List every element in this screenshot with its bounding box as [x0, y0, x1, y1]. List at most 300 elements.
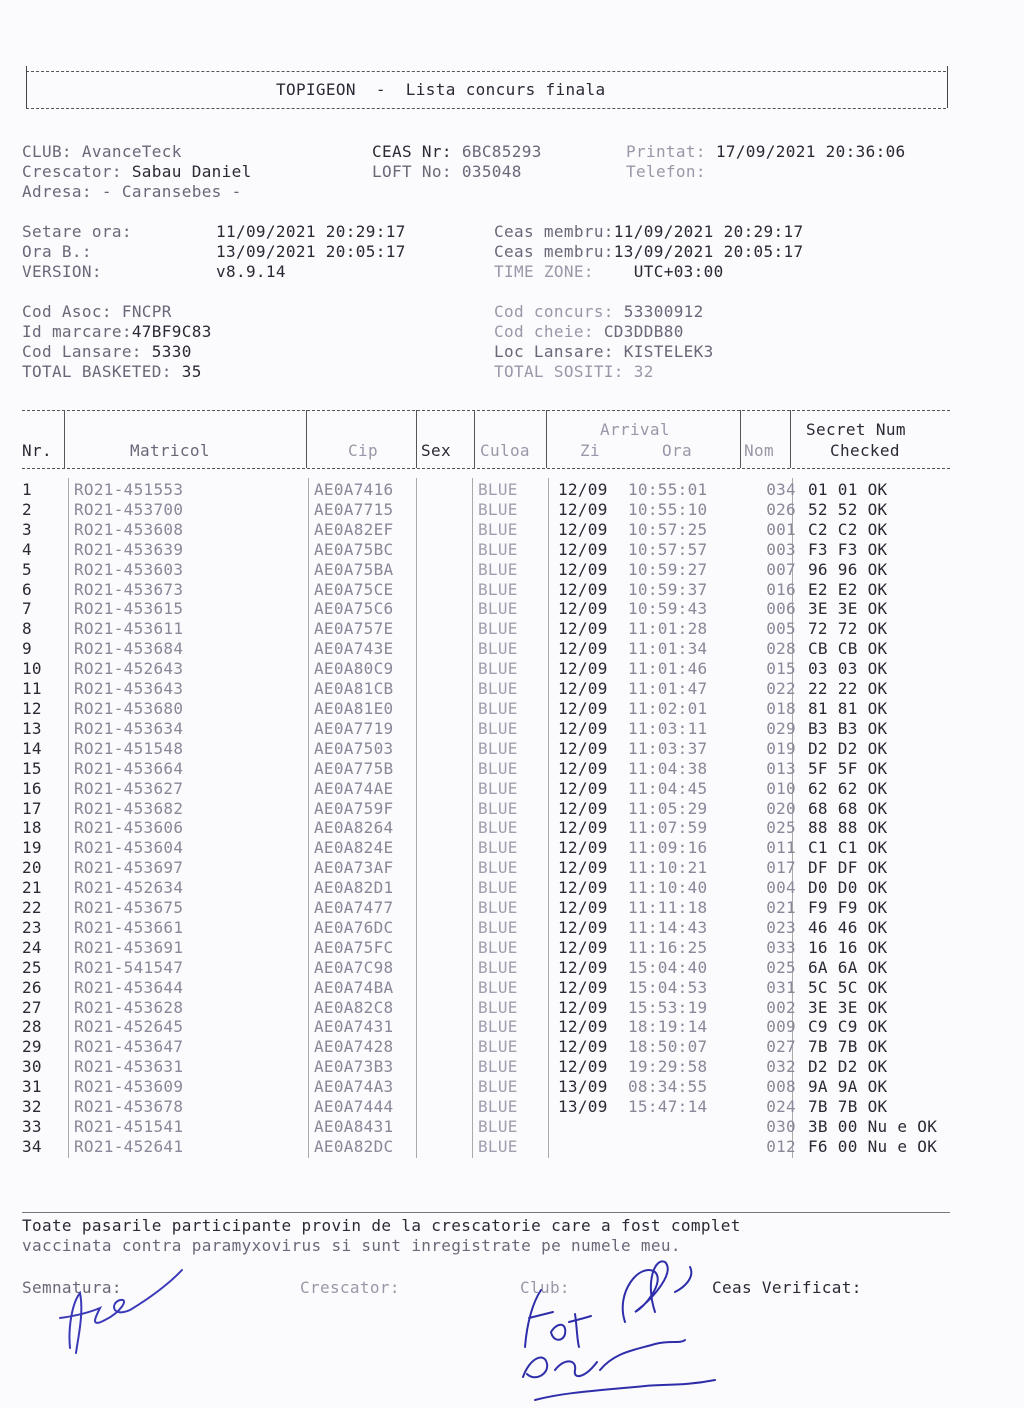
- row-ora: 10:59:37: [628, 579, 708, 599]
- row-ora: 15:04:53: [628, 977, 708, 997]
- table-row: [22, 779, 978, 799]
- row-zi: 12/09: [558, 917, 608, 937]
- row-nr: 11: [22, 679, 42, 699]
- row-sex: [422, 580, 478, 600]
- row-sex: [422, 878, 478, 898]
- row-ora: 11:04:38: [628, 758, 708, 778]
- row-sex: [422, 1117, 478, 1137]
- row-sex: [422, 1037, 478, 1057]
- declaration-line-1: Toate pasarile participante provin de la crescatorie care a fost complet: [22, 1216, 741, 1235]
- loft-row: [372, 162, 522, 182]
- row-nom: 008: [766, 1077, 796, 1097]
- row-zi: 12/09: [558, 738, 608, 758]
- row-culoare: BLUE: [478, 1117, 518, 1136]
- row-nr: 28: [22, 1017, 42, 1037]
- row-cip: AE0A81CB: [314, 679, 394, 699]
- row-cip: AE0A76DC: [314, 917, 394, 937]
- table-header-bottom-border: [22, 468, 950, 469]
- table-row: [22, 1077, 978, 1097]
- row-matricol: RO21-453680: [74, 698, 184, 718]
- row-matricol: RO21-541547: [74, 957, 184, 977]
- row-nom: 025: [766, 957, 796, 977]
- th-nr: Nr.: [22, 441, 52, 460]
- row-ora: 11:07:59: [628, 818, 708, 838]
- row-ora: 11:01:34: [628, 639, 708, 659]
- row-nom: 017: [766, 858, 796, 878]
- adresa-label: Adresa:: [22, 182, 92, 201]
- row-nom: 027: [766, 1037, 796, 1057]
- row-secret: 7B 7B OK: [808, 1037, 888, 1057]
- printat-value: 17/09/2021 20:36:06: [715, 142, 906, 161]
- row-culoare: BLUE: [478, 798, 518, 818]
- row-nom: 015: [766, 659, 796, 679]
- row-nom: 001: [766, 519, 796, 539]
- table-row: [22, 540, 978, 560]
- row-nr: 34: [22, 1136, 42, 1156]
- row-nr: 16: [22, 778, 42, 798]
- header-bottom-border: [26, 108, 946, 109]
- row-cip: AE0A7719: [314, 718, 394, 738]
- row-cip: AE0A759F: [314, 798, 394, 818]
- row-secret: D2 D2 OK: [808, 1057, 888, 1077]
- row-nom: 033: [766, 937, 796, 957]
- row-secret: 5F 5F OK: [808, 758, 888, 778]
- row-zi: 12/09: [558, 698, 608, 718]
- row-cip: AE0A7715: [314, 499, 394, 519]
- row-zi: 12/09: [558, 480, 608, 499]
- col-divider-matricol: [306, 410, 307, 468]
- row-secret: 88 88 OK: [808, 818, 888, 838]
- row-culoare: BLUE: [478, 599, 518, 619]
- row-ora: 11:02:01: [628, 698, 708, 718]
- row-cip: AE0A74AE: [314, 778, 394, 798]
- row-sex: [422, 818, 478, 838]
- header-brand: TOPIGEON: [276, 80, 356, 99]
- row-nom: 016: [766, 579, 796, 599]
- row-ora: 11:05:29: [628, 798, 708, 818]
- row-culoare: BLUE: [478, 480, 518, 499]
- crescator-row: [22, 162, 252, 182]
- row-culoare: BLUE: [478, 738, 518, 758]
- row-zi: 12/09: [558, 499, 608, 519]
- row-ora: 08:34:55: [628, 1077, 708, 1097]
- row-nr: 6: [22, 579, 32, 599]
- row-nr: 8: [22, 619, 32, 639]
- row-nom: 019: [766, 738, 796, 758]
- row-sex: [422, 480, 478, 500]
- row-sex: [422, 1057, 478, 1077]
- row-nom: 026: [766, 499, 796, 519]
- cod-cheie-value: CD3DDB80: [603, 322, 684, 341]
- ceas-membru-1-value: 11/09/2021 20:29:17: [613, 222, 804, 241]
- row-secret: C2 C2 OK: [808, 519, 888, 539]
- row-ora: 11:01:28: [628, 619, 708, 639]
- row-cip: AE0A8264: [314, 818, 394, 838]
- table-row: [22, 739, 978, 759]
- row-matricol: RO21-453628: [74, 997, 184, 1017]
- row-zi: 12/09: [558, 838, 608, 858]
- row-nr: 32: [22, 1097, 42, 1117]
- total-sositi-value: 32: [633, 362, 654, 381]
- table-row: [22, 1097, 978, 1117]
- row-cip: AE0A824E: [314, 838, 394, 858]
- row-matricol: RO21-453606: [74, 818, 184, 838]
- th-ora: Ora: [662, 441, 692, 460]
- table-row: [22, 858, 978, 878]
- table-row: [22, 1137, 978, 1157]
- total-basketed-label: TOTAL BASKETED:: [22, 362, 172, 381]
- row-cip: AE0A7503: [314, 738, 394, 758]
- row-culoare: BLUE: [478, 818, 518, 838]
- row-culoare: BLUE: [478, 778, 518, 798]
- row-secret: 68 68 OK: [808, 798, 888, 818]
- row-ora: 10:57:25: [628, 519, 708, 539]
- row-sex: [422, 858, 478, 878]
- row-nom: 020: [766, 798, 796, 818]
- row-zi: 12/09: [558, 977, 608, 997]
- row-nr: 26: [22, 977, 42, 997]
- row-matricol: RO21-453673: [74, 579, 184, 599]
- club-row: [22, 142, 182, 162]
- row-cip: AE0A7444: [314, 1097, 394, 1117]
- row-culoare: BLUE: [478, 997, 518, 1017]
- loft-value: 035048: [461, 162, 522, 181]
- row-nr: 18: [22, 818, 42, 838]
- col-divider-sex: [474, 410, 475, 468]
- row-secret: F9 F9 OK: [808, 898, 888, 918]
- row-ora: 10:59:43: [628, 599, 708, 619]
- row-cip: AE0A8431: [314, 1117, 394, 1136]
- row-matricol: RO21-453682: [74, 798, 184, 818]
- club-signature: [505, 1252, 725, 1402]
- row-secret: 52 52 OK: [808, 499, 888, 519]
- row-nom: 004: [766, 878, 796, 898]
- row-culoare: BLUE: [478, 519, 518, 539]
- row-matricol: RO21-453691: [74, 937, 184, 957]
- time-zone-label: TIME ZONE:: [494, 262, 594, 281]
- row-cip: AE0A743E: [314, 639, 394, 659]
- row-zi: 12/09: [558, 539, 608, 559]
- row-matricol: RO21-453603: [74, 559, 184, 579]
- row-cip: AE0A75FC: [314, 937, 394, 957]
- row-nr: 20: [22, 858, 42, 878]
- row-matricol: RO21-452645: [74, 1017, 184, 1037]
- row-matricol: RO21-453644: [74, 977, 184, 997]
- row-secret: 81 81 OK: [808, 698, 888, 718]
- total-sositi-row: [494, 362, 654, 382]
- row-cip: AE0A80C9: [314, 659, 394, 679]
- row-zi: 12/09: [558, 718, 608, 738]
- row-sex: [422, 679, 478, 699]
- row-nr: 33: [22, 1117, 42, 1136]
- row-culoare: BLUE: [478, 917, 518, 937]
- row-zi: 12/09: [558, 559, 608, 579]
- table-row: [22, 480, 978, 500]
- row-nr: 22: [22, 898, 42, 918]
- version-value: v8.9.14: [216, 262, 286, 281]
- row-sex: [422, 759, 478, 779]
- row-zi: 12/09: [558, 758, 608, 778]
- declaration-line-2: vaccinata contra paramyxovirus si sunt inregistrate pe numele meu.: [22, 1236, 681, 1255]
- row-culoare: BLUE: [478, 838, 518, 858]
- table-row: [22, 799, 978, 819]
- row-sex: [422, 719, 478, 739]
- row-secret: D0 D0 OK: [808, 878, 888, 898]
- row-zi: 12/09: [558, 679, 608, 699]
- setare-ora-label: Setare ora:: [22, 222, 132, 241]
- row-secret: 22 22 OK: [808, 679, 888, 699]
- row-zi: 12/09: [558, 1057, 608, 1077]
- row-nr: 9: [22, 639, 32, 659]
- table-row: [22, 520, 978, 540]
- row-matricol: RO21-452634: [74, 878, 184, 898]
- row-nr: 23: [22, 917, 42, 937]
- row-nr: 25: [22, 957, 42, 977]
- table-row: [22, 599, 978, 619]
- table-row: [22, 1117, 978, 1137]
- id-marcare-label: Id marcare:: [22, 322, 132, 341]
- row-cip: AE0A7431: [314, 1017, 394, 1037]
- row-matricol: RO21-453684: [74, 639, 184, 659]
- cod-cheie-label: Cod cheie:: [494, 322, 594, 341]
- row-ora: 10:57:57: [628, 539, 708, 559]
- row-matricol: RO21-452643: [74, 659, 184, 679]
- cod-concurs-value: 53300912: [623, 302, 704, 321]
- row-sex: [422, 978, 478, 998]
- ceas-membru-2-label: Ceas membru:: [494, 242, 614, 261]
- th-arrival: Arrival: [600, 420, 670, 439]
- row-nom: 025: [766, 818, 796, 838]
- row-ora: 11:03:11: [628, 718, 708, 738]
- col-divider-nom: [790, 410, 791, 468]
- row-cip: AE0A73AF: [314, 858, 394, 878]
- row-nr: 1: [22, 480, 32, 499]
- row-nr: 30: [22, 1057, 42, 1077]
- row-nom: 011: [766, 838, 796, 858]
- row-zi: [558, 1117, 628, 1137]
- row-cip: AE0A7428: [314, 1037, 394, 1057]
- row-culoare: BLUE: [478, 878, 518, 898]
- cod-cheie-row: [494, 322, 684, 342]
- table-row: [22, 838, 978, 858]
- row-nr: 24: [22, 937, 42, 957]
- row-secret: C1 C1 OK: [808, 838, 888, 858]
- cod-asoc-label: Cod Asoc:: [22, 302, 112, 321]
- row-zi: 12/09: [558, 937, 608, 957]
- row-nom: 010: [766, 778, 796, 798]
- row-sex: [422, 779, 478, 799]
- row-zi: 12/09: [558, 599, 608, 619]
- row-culoare: BLUE: [478, 499, 518, 519]
- row-culoare: BLUE: [478, 659, 518, 679]
- row-secret: 3B 00 Nu e OK: [808, 1117, 938, 1136]
- row-matricol: RO21-453697: [74, 858, 184, 878]
- row-secret: F6 00 Nu e OK: [808, 1136, 938, 1156]
- row-culoare: BLUE: [478, 679, 518, 699]
- table-row: [22, 1017, 978, 1037]
- row-sex: [422, 958, 478, 978]
- row-secret: 6A 6A OK: [808, 957, 888, 977]
- row-nr: 27: [22, 997, 42, 1017]
- row-culoare: BLUE: [478, 898, 518, 918]
- table-row: [22, 759, 978, 779]
- ora-b-value: 13/09/2021 20:05:17: [216, 242, 406, 261]
- row-nr: 14: [22, 738, 42, 758]
- row-nr: 15: [22, 758, 42, 778]
- ceas-membru-1-row: [494, 222, 803, 242]
- ceas-value: 6BC85293: [461, 142, 542, 161]
- row-nom: 029: [766, 718, 796, 738]
- th-culoare: Culoa: [480, 441, 530, 460]
- total-basketed-row: [22, 362, 202, 382]
- id-marcare-value: 47BF9C83: [131, 322, 212, 341]
- col-divider-nr: [64, 410, 65, 468]
- row-ora: 15:47:14: [628, 1097, 708, 1117]
- table-row: [22, 958, 978, 978]
- loc-lansare-row: [494, 342, 714, 362]
- row-sex: [422, 838, 478, 858]
- row-culoare: BLUE: [478, 579, 518, 599]
- row-nom: 012: [766, 1136, 796, 1156]
- row-culoare: BLUE: [478, 937, 518, 957]
- row-culoare: BLUE: [478, 957, 518, 977]
- time-zone-value: UTC+03:00: [633, 262, 724, 281]
- row-cip: AE0A74A3: [314, 1077, 394, 1097]
- row-ora: 11:03:37: [628, 738, 708, 758]
- table-row: [22, 719, 978, 739]
- row-cip: AE0A82DC: [314, 1136, 394, 1156]
- row-culoare: BLUE: [478, 639, 518, 659]
- ceas-label: CEAS Nr:: [372, 142, 452, 161]
- row-nr: 21: [22, 878, 42, 898]
- row-cip: AE0A757E: [314, 619, 394, 639]
- row-ora: 11:10:40: [628, 878, 708, 898]
- row-zi: 12/09: [558, 1017, 608, 1037]
- row-secret: 3E 3E OK: [808, 599, 888, 619]
- row-sex: [422, 520, 478, 540]
- row-nr: 12: [22, 698, 42, 718]
- row-sex: [422, 998, 478, 1018]
- ceas-membru-2-value: 13/09/2021 20:05:17: [613, 242, 804, 261]
- row-nom: 032: [766, 1057, 796, 1077]
- row-zi: 12/09: [558, 878, 608, 898]
- row-secret: E2 E2 OK: [808, 579, 888, 599]
- row-nr: 5: [22, 559, 32, 579]
- row-nr: 2: [22, 499, 32, 519]
- row-nr: 10: [22, 659, 42, 679]
- row-secret: 96 96 OK: [808, 559, 888, 579]
- row-secret: 72 72 OK: [808, 619, 888, 639]
- row-nom: 018: [766, 698, 796, 718]
- header-title: Lista concurs finala: [405, 80, 606, 99]
- row-matricol: RO21-453611: [74, 619, 184, 639]
- row-zi: 12/09: [558, 1037, 608, 1057]
- col-divider-arrival: [740, 410, 741, 468]
- row-culoare: BLUE: [478, 1097, 518, 1117]
- table-row: [22, 898, 978, 918]
- row-nom: 023: [766, 917, 796, 937]
- row-sex: [422, 1137, 478, 1157]
- row-zi: 12/09: [558, 519, 608, 539]
- row-cip: AE0A81E0: [314, 698, 394, 718]
- printat-label: Printat:: [626, 142, 706, 161]
- row-ora: 11:01:46: [628, 659, 708, 679]
- row-cip: AE0A73B3: [314, 1057, 394, 1077]
- setare-ora-value: 11/09/2021 20:29:17: [216, 222, 406, 241]
- row-ora: 11:11:18: [628, 898, 708, 918]
- row-zi: 12/09: [558, 619, 608, 639]
- row-secret: 62 62 OK: [808, 778, 888, 798]
- row-zi: 12/09: [558, 818, 608, 838]
- row-secret: B3 B3 OK: [808, 718, 888, 738]
- row-nom: 021: [766, 898, 796, 918]
- row-culoare: BLUE: [478, 1037, 518, 1057]
- table-row: [22, 619, 978, 639]
- table-top-border: [22, 410, 950, 411]
- cod-lansare-label: Cod Lansare:: [22, 342, 142, 361]
- row-zi: [558, 1137, 628, 1157]
- row-cip: AE0A82D1: [314, 878, 394, 898]
- row-culoare: BLUE: [478, 698, 518, 718]
- table-row: [22, 699, 978, 719]
- row-cip: AE0A75C6: [314, 599, 394, 619]
- table-row: [22, 560, 978, 580]
- row-secret: DF DF OK: [808, 858, 888, 878]
- row-nom: 005: [766, 619, 796, 639]
- row-cip: AE0A74BA: [314, 977, 394, 997]
- row-nom: 028: [766, 639, 796, 659]
- loc-lansare-label: Loc Lansare:: [494, 342, 614, 361]
- club-label: CLUB:: [22, 142, 72, 161]
- results-table: [22, 480, 978, 1157]
- adresa-row: [22, 182, 242, 202]
- table-row: [22, 938, 978, 958]
- row-culoare: BLUE: [478, 758, 518, 778]
- col-divider-culoare: [546, 410, 547, 468]
- table-row: [22, 500, 978, 520]
- row-matricol: RO21-453631: [74, 1057, 184, 1077]
- row-matricol: RO21-453609: [74, 1077, 184, 1097]
- row-nom: 007: [766, 559, 796, 579]
- cod-lansare-value: 5330: [151, 342, 192, 361]
- footer-divider: [22, 1212, 950, 1213]
- row-sex: [422, 560, 478, 580]
- table-row: [22, 679, 978, 699]
- row-culoare: BLUE: [478, 1017, 518, 1037]
- row-ora: 11:14:43: [628, 917, 708, 937]
- row-culoare: BLUE: [478, 539, 518, 559]
- table-row: [22, 1037, 978, 1057]
- club-sign-label: Club:: [520, 1278, 570, 1297]
- results-table-body: [22, 480, 978, 1157]
- row-cip: AE0A75BC: [314, 539, 394, 559]
- row-matricol: RO21-453678: [74, 1097, 184, 1117]
- table-row: [22, 818, 978, 838]
- th-cip: Cip: [348, 441, 378, 460]
- row-ora: 10:55:01: [628, 480, 708, 499]
- row-nr: 31: [22, 1077, 42, 1097]
- row-sex: [422, 938, 478, 958]
- row-culoare: BLUE: [478, 1077, 518, 1097]
- svg-text:Sgarie: Sgarie: [535, 1372, 539, 1373]
- row-sex: [422, 898, 478, 918]
- row-nom: 030: [766, 1117, 796, 1136]
- row-nom: 002: [766, 997, 796, 1017]
- row-cip: AE0A82C8: [314, 997, 394, 1017]
- crescator-sign-label: Crescator:: [300, 1278, 400, 1297]
- row-ora: 18:50:07: [628, 1037, 708, 1057]
- th-nom: Nom: [744, 441, 774, 460]
